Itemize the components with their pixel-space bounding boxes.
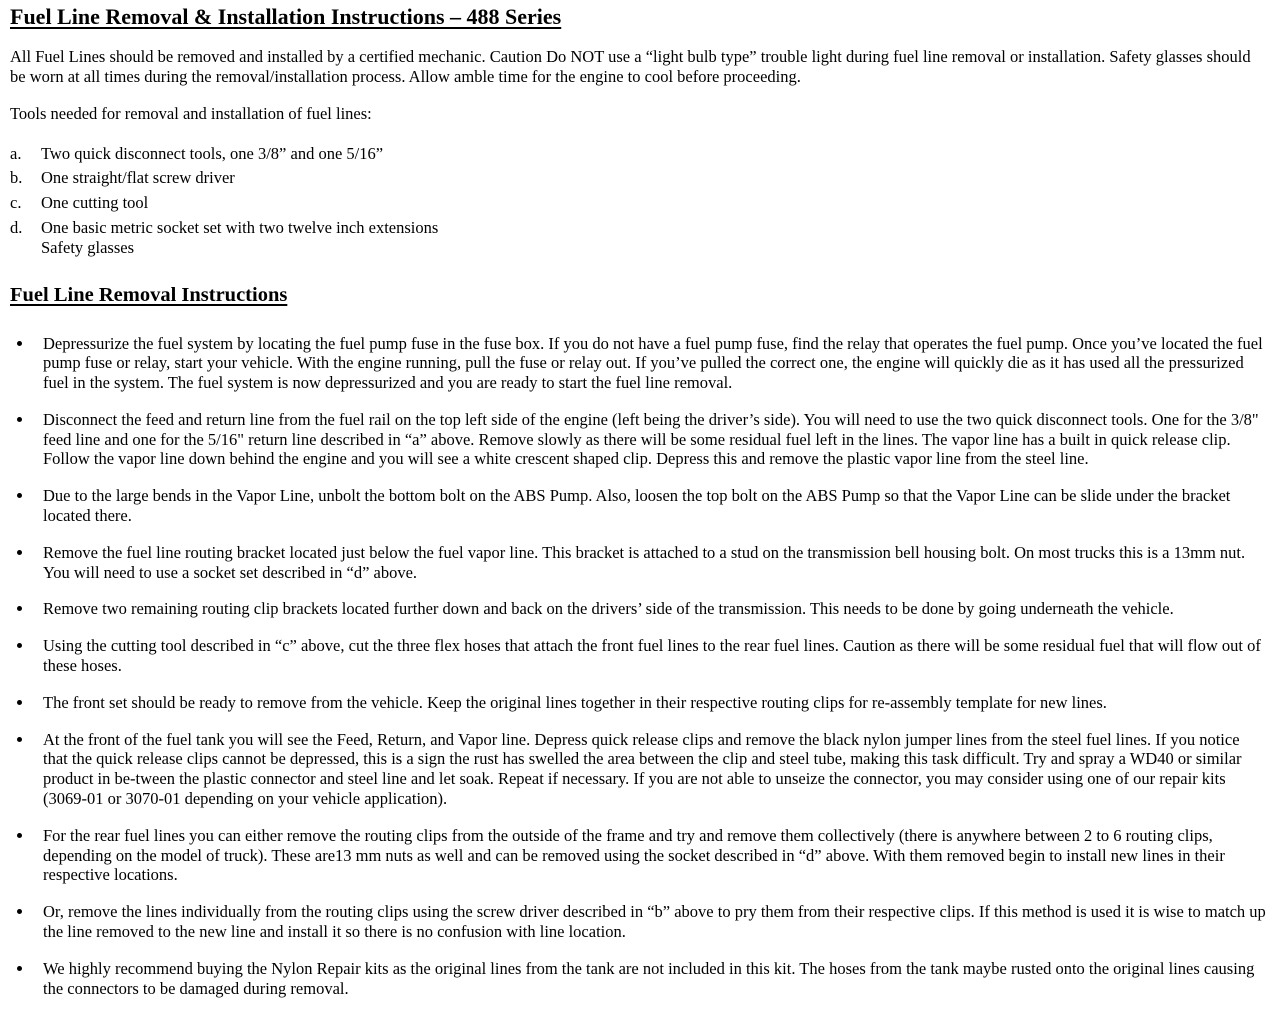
tool-text <box>41 218 1266 259</box>
bullet-item: • Due to the large bends in the Vapor Line, unbolt the bottom bolt on the ABS Pump. Also, loosen the top bolt on the ABS Pump so that the Vapor Line can be slide under the bracket located there. <box>34 486 1266 526</box>
intro-paragraph: All Fuel Lines should be removed and installed by a certified mechanic. Caution Do NOT use a “light bulb type” trouble light during fuel line removal or installation. Safety glasses should be worn at all times during the removal/installation process. Allow amble time for the engine to cool before proceeding. <box>10 47 1251 87</box>
tools-intro: Tools needed for removal and installation of fuel lines: <box>10 103 372 123</box>
tool-text: One straight/flat screw driver <box>41 168 235 188</box>
tool-letter: a. <box>10 143 22 163</box>
bullet-item: • Remove two remaining routing clip brackets located further down and back on the drivers’ side of the transmission. This needs to be done by going underneath the vehicle. <box>34 599 1266 619</box>
tools-list <box>10 144 1266 259</box>
bullet-item: • Using the cutting tool described in “c” above, cut the three flex hoses that attach the front fuel lines to the rear fuel lines. Caution as there will be some residual fuel that will flow out of these hoses. <box>34 636 1266 676</box>
tool-item-a <box>10 144 1266 165</box>
section-heading-text: Fuel Line Removal Instructions <box>10 283 288 306</box>
tool-item-d <box>10 218 1266 259</box>
section-heading <box>10 283 1266 308</box>
bullet-item: • For the rear fuel lines you can either remove the routing clips from the outside of the frame and try and remove them collectively (there is anywhere between 2 to 6 routing clips, depending on the model of truck). These are13 mm nuts as well and can be removed using the socket described in “d” above. With them removed begin to install new lines in their respective locations. <box>34 826 1266 885</box>
tool-text-main: One basic metric socket set with two twelve inch extensions <box>41 217 439 237</box>
document-title-text: Fuel Line Removal & Installation Instructions – 488 Series <box>10 4 562 29</box>
tool-letter: c. <box>10 193 22 213</box>
bullet-item: • Disconnect the feed and return line from the fuel rail on the top left side of the engine (left being the driver’s side). You will need to use the two quick disconnect tools. One for the 3/8" feed line and one for the 5/16" return line described in “a” above. Remove slowly as there will be some residual fuel left in the lines. The vapor line has a built in quick release clip. Follow the vapor line down behind the engine and you will see a white crescent shaped clip. Depress this and remove the plastic vapor line from the steel line. <box>34 410 1266 469</box>
tool-item-c <box>10 193 1266 214</box>
bullet-item: • Or, remove the lines individually from the routing clips using the screw driver described in “b” above to pry them from their respective clips. If this method is used it is wise to match up the line removed to the new line and install it so there is no confusion with line location. <box>34 902 1266 942</box>
document-title <box>10 4 1266 30</box>
bullet-item: • The front set should be ready to remove from the vehicle. Keep the original lines together in their respective routing clips for re-assembly template for new lines. <box>34 693 1266 713</box>
bullet-item: • Depressurize the fuel system by locating the fuel pump fuse in the fuse box. If you do not have a fuel pump fuse, find the relay that operates the fuel pump. Once you’ve located the fuel pump fuse or relay, start your vehicle. With the engine running, pull the fuse or relay out. If you’ve pulled the correct one, the engine will quickly die as it has used all the pressurized fuel in the system. The fuel system is now depressurized and you are ready to start the fuel line removal. <box>34 334 1266 393</box>
bullet-list <box>10 334 1266 999</box>
bullet-item: • At the front of the fuel tank you will see the Feed, Return, and Vapor line. Depress quick release clips and remove the black nylon jumper lines from the steel fuel lines. If you notice that the quick release clips cannot be depressed, this is a sign the rust has swelled the area between the clip and steel tube, making this task difficult. Try and spray a WD40 or similar product in be-tween the plastic connector and steel line and let soak. Repeat if necessary. If you are not able to unseize the connector, you may consider using one of our repair kits (3069-01 or 3070-01 depending on your vehicle application). <box>34 730 1266 809</box>
tool-letter: b. <box>10 168 23 188</box>
tool-text: Two quick disconnect tools, one 3/8” and one 5/16” <box>41 143 384 163</box>
tool-letter: d. <box>10 217 23 237</box>
bullet-item: • We highly recommend buying the Nylon Repair kits as the original lines from the tank are not included in this kit. The hoses from the tank maybe rusted onto the original lines causing the connectors to be damaged during removal. <box>34 959 1266 999</box>
tool-extra-line: Safety glasses <box>41 238 135 258</box>
bullet-item: • Remove the fuel line routing bracket located just below the fuel vapor line. This bracket is attached to a stud on the transmission bell housing bolt. On most trucks this is a 13mm nut. You will need to use a socket set described in “d” above. <box>34 543 1266 583</box>
tool-item-b <box>10 168 1266 189</box>
tool-text: One cutting tool <box>41 193 149 213</box>
